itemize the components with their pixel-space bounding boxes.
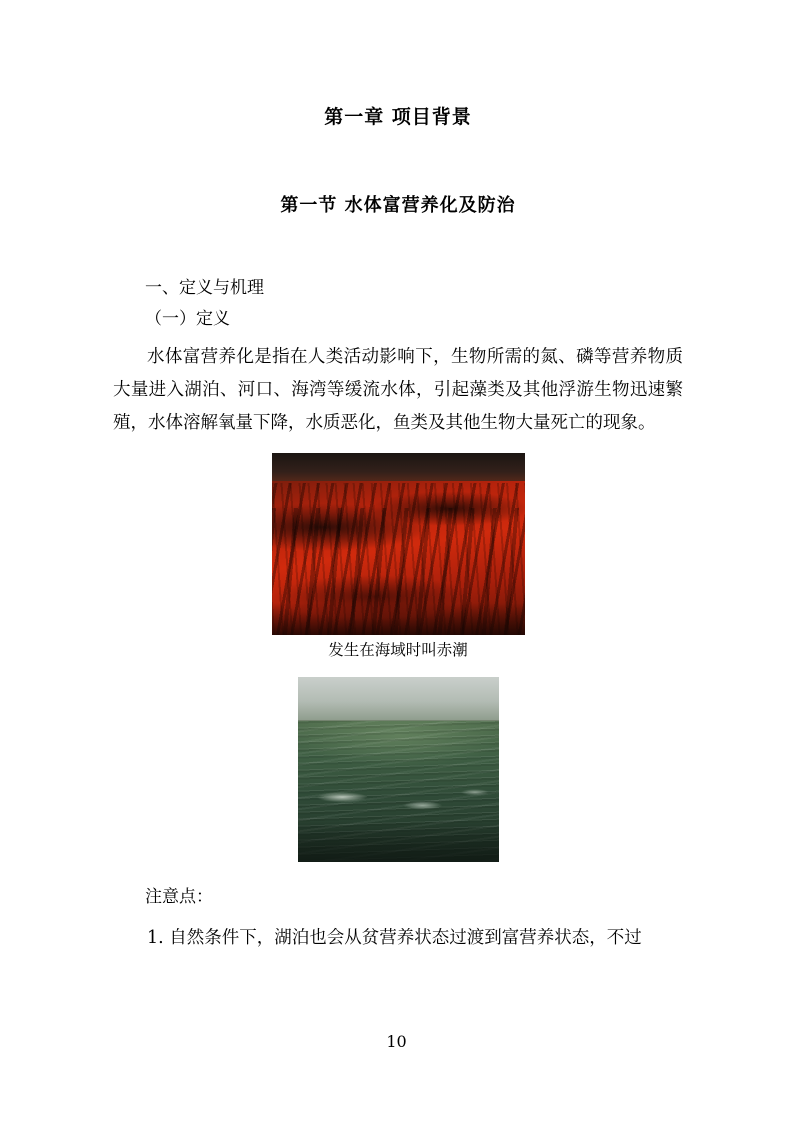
chapter-title: 第一章 项目背景 [324, 106, 472, 128]
green-sea-foam [298, 784, 499, 817]
note-item-1: 1. 自然条件下，湖泊也会从贫营养状态过渡到富营养状态，不过 [147, 927, 642, 948]
red-tide-sky [272, 453, 525, 484]
figure-red-tide [113, 453, 683, 662]
definition-paragraph: 水体富营养化是指在人类活动影响下，生物所需的氮、磷等营养物质大量进入湖泊、河口、海湾等缓流水体，引起藻类及其他浮游生物迅速繁殖，水体溶解氧量下降，水质恶化，鱼类及其他生物大量死亡的现象。 [113, 346, 683, 433]
red-tide-foreground-shadow [272, 603, 525, 636]
page-number: 10 [386, 1032, 407, 1051]
heading-definition: （一）定义 [145, 309, 230, 330]
green-sea-foreground-shadow [298, 821, 499, 862]
page-content [113, 0, 683, 954]
green-sea-photo [298, 677, 499, 862]
section-title: 第一节 水体富营养化及防治 [280, 194, 516, 216]
heading-definition-and-mechanism: 一、定义与机理 [145, 277, 264, 298]
figure-green-sea [113, 677, 683, 862]
red-tide-photo [272, 453, 525, 635]
green-sea-sky [298, 677, 499, 721]
notes-label: 注意点： [145, 886, 213, 907]
red-tide-caption: 发生在海域时叫赤潮 [328, 641, 468, 660]
